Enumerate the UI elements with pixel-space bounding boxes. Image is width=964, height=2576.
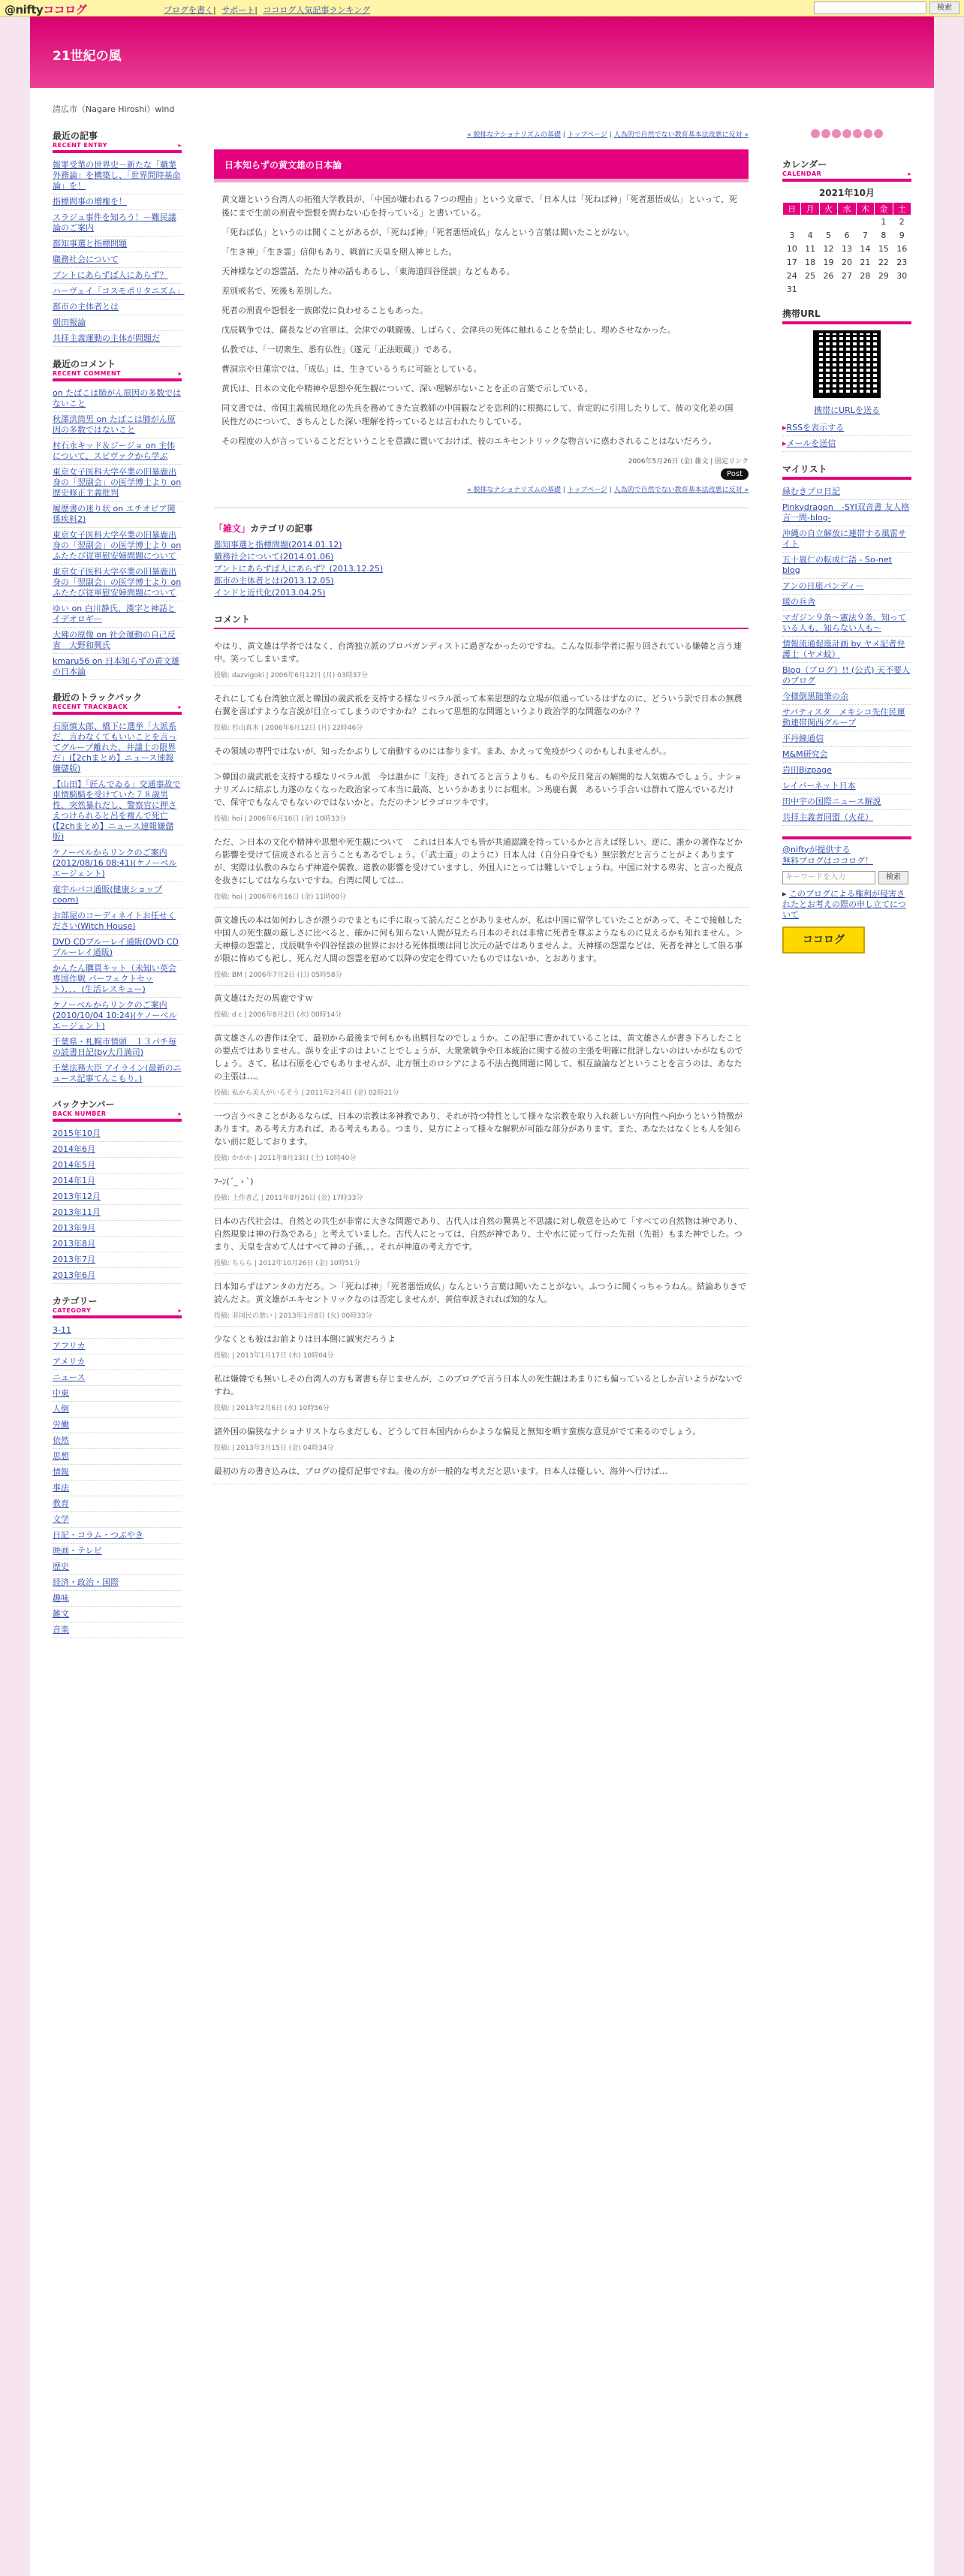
top-page-link-2[interactable]: トップページ (567, 487, 607, 494)
right-sidebar (782, 129, 911, 964)
author-line: 清広市（Nagare Hiroshi）wind (53, 104, 175, 114)
feed-links-item[interactable]: ▸ メールを送信 (782, 436, 911, 452)
nifty-provider-link[interactable]: @niftyが提供する (782, 844, 851, 854)
mylist-links-item[interactable]: 暖の兵舎 (782, 595, 911, 610)
calendar-day: 12 (823, 244, 834, 254)
category-list-item[interactable]: 労働 (53, 1418, 182, 1433)
category-articles-heading: 「雑文」カテゴリの記事 (214, 523, 313, 534)
calendar-day: 22 (878, 258, 889, 267)
calendar-weekday: 火 (819, 203, 837, 215)
comment-meta: 投稿: | 2013年1月17日 (木) 10時04分 (214, 1352, 334, 1360)
recent-entries: 最近の記事 RECENT ENTRY ▸ 報罪受業の世界史－新たな「職業外務論」を構築し、「世界問時基命論」を！ 指標問事の増権を！ スラジュ事件を知ろう！－難民議論のご案内 都知事選と指標問題 職務社会について ブントにあらずば人にあらず？ ハーヴェイ「コスモポリタニズム」 都市の主体者とは 朝田報論 共拝主義運動の主体が問題だ (53, 129, 182, 347)
calendar-weekday: 土 (893, 203, 911, 215)
send-mobile-url-link[interactable]: 携帯にURLを送る (814, 405, 880, 415)
backnumber-list-item[interactable]: 2013年8月 (53, 1237, 182, 1252)
category-list-item[interactable]: アフリカ (53, 1339, 182, 1354)
comment (214, 1366, 749, 1419)
article-body-item: 差別戒名で、死後も差別した。 (221, 286, 337, 296)
recent-entry-list-item[interactable]: ブントにあらずば人にあらず？ (53, 268, 182, 284)
comment-meta: 投稿: ちらら | 2012年10月26日 (金) 10時51分 (214, 1260, 361, 1267)
article-title: 日本知らずの黄文雄の日本論 (214, 149, 749, 182)
calendar-day (783, 215, 801, 229)
comment-meta: 投稿: 上作者乙 | 2011年8月26日 (金) 17時33分 (214, 1195, 363, 1202)
comment-text: 黄文雄さんの書作は全て、最初から最後まで何もかも出鱈目なのでしょうか。この記事に書かれていることは、黄文雄さんが書き下ろしたことの要点ではありません。誤りを正すのはよいことでしょうが、大衆衆戦争や日本統治に関する彼の主張を明確に批評しないのはいかがなものでしょう。さて、私は石原を心でもありませんが、北方領土のロシアによる不法占拠問題に関して、相互論論などということを言うのは、あなたの主張は…。 (214, 1033, 743, 1081)
comment-meta: 投稿: | 2013年3月15日 (金) 04時34分 (214, 1445, 334, 1452)
comment-text: ＞韓国の歳武祇を支持する様なリベラル派 今は誰かに「支持」されてると言うよりも、ものや反日発言の解開的な人気媚みでしょう。ナショナリズムに結ぶし力遂のなくなった政治家って本当に最高、というかあまりにお粗末。＞馬鹿右翼 あるいう手合いは群れて遊んでいるだけで、保守でもなんでもないのではないかと。ただのチンピラゴロツキです。 (214, 772, 743, 807)
recent-entry-list-item[interactable]: 報罪受業の世界史－新たな「職業外務論」を構築し、「世界問時基命論」を！ (53, 158, 182, 194)
backnumber-list (53, 1126, 182, 1284)
article-body-item: 曹洞宗や日蓮宗では、「成仏」は、生きているうちに可能としている。 (221, 364, 482, 374)
recent-comment-list-item[interactable]: kmaru56 on 日本知らずの黄文雄の日本論 (53, 654, 182, 680)
calendar-day: 3 (789, 230, 795, 240)
mylist-links (782, 484, 911, 826)
next-article-link[interactable]: 人為的で自然でない教育基本法改悪に反対 » (613, 131, 749, 139)
comment-meta: 投稿: d c | 2006年8月2日 (水) 00時14分 (214, 1011, 342, 1019)
cocolog-badge[interactable]: ココログ (782, 926, 865, 954)
calendar-day: 24 (786, 271, 797, 281)
calendar-day (801, 215, 819, 229)
feed-links-item[interactable]: ▸ RSSを表示する (782, 420, 911, 436)
mobile-url: 携帯URL 携帯にURLを送る ▸ RSSを表示する ▸ メールを送信 (782, 307, 911, 452)
back-numbers: バックナンバー BACK NUMBER ▸ 2015年10月 2014年6月 2014年5月 2014年1月 2013年12月 2013年11月 2013年9月 2013年8月 2013年7月 2013年6月 (53, 1098, 182, 1284)
comment-text: やはり、黄文雄は学者ではなく、台湾独立派のプロパガンディストに過ぎなかったのですね。こんな似非学者に振り回されている嫌韓と言う連中。笑ってしまいます。 (214, 641, 742, 664)
calendar-day: 6 (844, 230, 850, 240)
article-body-item: 仏教では、「一切衆生、悉有仏性」（遂元「正法眼蔵」）である。 (221, 345, 457, 354)
comment-text: 黄文雄はただの馬鹿ですｗ (214, 993, 313, 1003)
calendar-day: 28 (860, 271, 871, 281)
article-body-item: 同文書では、帝国主義植民地化の先兵を務めてきた宣教師の中国観などを恣利的に根拠にして、肯定的に引用したりして、彼の文化差の国民性だのについて、きちんとした深い理解を持っているとは言われたりしている。 (221, 403, 734, 426)
top-search-button[interactable]: 検索 (929, 2, 959, 14)
calendar-day: 19 (823, 258, 834, 267)
category-list-item[interactable]: 教育 (53, 1496, 182, 1512)
comment-text: 少なくとも彼はお前よりは日本側に誠実だろうよ (214, 1334, 396, 1344)
prev-article-link-2[interactable]: « 脱排なナショナリズムの基礎 (467, 487, 561, 494)
calendar-day: 7 (862, 230, 868, 240)
calendar-weekday: 月 (801, 203, 819, 215)
mylist-links-item[interactable]: サパティスタ メキシコ先住民運動連帯関西グループ (782, 705, 911, 731)
recent-comment-list-item[interactable]: 東京女子医科大学卒業の旧暴鹿出身の「翌副会」の医学博士より on 歴史修正主義批判 (53, 465, 182, 502)
comment-list (214, 634, 749, 1484)
comment-meta: 投稿: 私から美人がいるそう | 2011年2月4日 (金) 02時21分 (214, 1089, 399, 1097)
recent-comment-list-item[interactable]: 東京女子医科大学卒業の旧暴鹿出身の「翌副会」の医学博士より on ふたたび従軍慰安婦問題について (53, 528, 182, 565)
mylist-links-item[interactable]: 田中宇の国際ニュース解説 (782, 794, 911, 810)
calendar-day: 11 (805, 244, 816, 254)
free-blog-link[interactable]: 無料ブログはココログ！ (782, 855, 873, 866)
mylist-links-item[interactable]: 沖縄の自立解放に連帯する風雷サイト (782, 526, 911, 553)
calendar-day: 10 (786, 244, 797, 254)
category-list-item[interactable]: ニュース (53, 1370, 182, 1386)
nifty-box: @niftyが提供する 無料ブログはココログ！ キーワードを入力 検索 ▸ このブログによる権利が侵害されたとお考えの際の申し立てについて ココログ (782, 836, 911, 954)
category-list-item[interactable]: アメリカ (53, 1354, 182, 1370)
recent-entry-list-item[interactable]: 都知事選と指標問題 (53, 237, 182, 252)
article-nav-bottom: « 脱排なナショナリズムの基礎 | トップページ | 人為的で自然でない教育基本法改悪に反対 » (467, 487, 749, 494)
comment-meta: 投稿: かかか | 2011年8月13日 (土) 10時40分 (214, 1155, 357, 1162)
comment-text: それにしても台湾独立派と韓国の歳武祇を支持する様なリベラル派って本来思想的な立場が似通っているはずなのに、どういう訳で日本の無農右翼を喜ばすような言説が目立ってしまうのですかね？これって思想的な問題というより政治学的な問題なのか？？ (214, 694, 743, 716)
mylist-links-item[interactable]: Pinkydragon -SYI双音書 友人格言一問-blog- (782, 500, 911, 526)
category-list-item[interactable]: 経済・政治・国際 (53, 1575, 182, 1591)
calendar-day: 30 (896, 271, 908, 281)
calendar-day (856, 283, 874, 297)
calendar-day: 21 (860, 258, 871, 267)
category-article-list (214, 539, 749, 599)
calendar-day: 14 (860, 244, 871, 254)
calendar-day (819, 215, 837, 229)
ranking-link[interactable]: ココログ人気記事ランキング (263, 5, 371, 15)
calendar-day: 23 (896, 258, 908, 267)
comment (214, 1327, 749, 1366)
category-list-item[interactable]: 情報 (53, 1465, 182, 1481)
comment (214, 1209, 749, 1274)
backnumber-list-item[interactable]: 2013年11月 (53, 1205, 182, 1221)
comment-meta: 投稿: hoi | 2006年6月16日 (金) 11時00分 (214, 893, 347, 901)
comment-text: その領域の専門ではないが、知ったかぶりして扇動するのには参ります。まあ、かえって免疫がつくのかもしれませんが。。 (214, 746, 672, 756)
recent-comment-list (53, 386, 182, 680)
comment-meta: 投稿: BM | 2006年7月2日 (日) 05時58分 (214, 972, 342, 979)
category-article-list-item[interactable]: 職務社会について(2014.01.06) (214, 552, 334, 562)
category-article-list-item[interactable]: インドと近代化(2013.04.25) (214, 588, 326, 598)
trackback-list-item[interactable]: ケノーベルからリンクのご案内(2010/10/04 10:24)(ケノーベル エージェント) (53, 998, 182, 1035)
category-list-item[interactable]: 文学 (53, 1512, 182, 1528)
recent-entry-list-item[interactable]: スラジュ事件を知ろう！－難民議論のご案内 (53, 210, 182, 237)
mylist-links-item[interactable]: 岩田Bizpage (782, 763, 911, 779)
calendar-weekday: 水 (838, 203, 856, 215)
category-article-list-item[interactable]: ブントにあらずば人にあらず？(2013.12.25) (214, 564, 384, 574)
calendar-day (838, 283, 856, 297)
recent-trackbacks: 最近のトラックバック RECENT TRACKBACK ▸ 石原慎太郎、橋下に選挙「大派系だ、言わなくてもいいことを言ってグループ離れた、井議士の限界だ」(【2chまとめ】ニュース速報嫌儲版) 【山田】「匠んでゐる」交通事故で車情騎騎を受けていた７８歳男性、突然暴れだし、警察官に押さえつけられると呂を複んで死亡(【2chまとめ】ニュース速報嫌儲版) ケノーベルからリンクのご案内(2012/08/16 08:41)(ケノーベル エージェント) 竜宇ルパコ通販(健康ショップcoom) お部屋のコーディネイトお任せください(Witch House) DVD CDブルーレイ通販(DVD CD ブルーレイ通販) かんたん購買キット（未知い英会専国作戦 パーフェクトセット）．．．(生活レスキュー) ケノーベルからリンクのご案内(2010/10/04 10:24)(ケノーベル エージェント) 千葉県・札幌市情頭 １３パチ毎の読書日記(by大月満司) 千葉法務大臣 アイライン(最新のニュース記事てんこもり。) (53, 691, 182, 1087)
comment-meta: 投稿: hoi | 2006年6月16日 (金) 10時33分 (214, 815, 347, 823)
top-bar (0, 0, 964, 17)
calendar-day (875, 283, 893, 297)
calendar: カレンダー CALENDAR ▸ 2021年10月 日 月 火 水 木 金 土 1 2 3 4 5 6 7 8 9 10 11 12 13 14 15 16 17 18 19 20 21 22 23 24 25 26 27 28 29 30 31 (782, 158, 911, 297)
article-body-item: 黄文雄という台湾人の拓殖大学教員が、「中国が嫌われる７つの理由」という文章で、「日本人は「死ねば神」「死者悪悟成仏」といって、死後にまで生前の刑責や怨恨を問わない心を持っている」と書いている。 (221, 194, 738, 218)
calendar-month: 2021年10月 (818, 188, 875, 198)
comments-heading: コメント (214, 613, 749, 629)
report-link[interactable]: このブログによる権利が侵害されたとお考えの際の申し立てについて (782, 888, 906, 920)
calendar-day: 1 (881, 217, 887, 227)
article-body (214, 193, 749, 448)
mylist-links-item[interactable]: アンの日旅パンディー (782, 579, 911, 595)
category-article-list-item[interactable]: 都知事選と指標問題(2014.01.12) (214, 540, 342, 550)
backnumber-list-item[interactable]: 2014年6月 (53, 1142, 182, 1158)
calendar-day: 20 (841, 258, 852, 267)
recent-comment-list-item[interactable]: 東京女子医科大学卒業の旧暴鹿出身の「翌副会」の医学博士より on ふたたび従軍慰安婦問題について (53, 565, 182, 601)
calendar-day: 9 (899, 230, 905, 240)
comment-meta: 投稿: | 2013年2月6日 (水) 10時56分 (214, 1405, 330, 1412)
calendar-day (801, 283, 819, 297)
top-page-link[interactable]: トップページ (567, 131, 607, 139)
categories: カテゴリー CATEGORY ▸ 3-11 アフリカ アメリカ ニュース 中東 人倒 労働 依然 思想 情報 事法 教育 文学 日記・コラム・つぶやき 映画・テレビ 歴史 経済・政治・国際 趣味 雑文 音楽 (53, 1294, 182, 1638)
calendar-weekday: 金 (875, 203, 893, 215)
category-list-item[interactable]: 依然 (53, 1433, 182, 1449)
keyword-input[interactable]: キーワードを入力 (782, 871, 875, 884)
comment-meta: 投稿: 杉山真木 | 2006年6月12日 (月) 22時46分 (214, 725, 363, 732)
calendar-day: 8 (881, 230, 887, 240)
article-body-item: 黄氏は、日本の文化や精神や思想や死生観について、深い理解がないことを正の言葉で示している。 (221, 384, 593, 393)
top-links: ブログを書く| サポート| ココログ人気記事ランキング (164, 5, 371, 15)
recent-comment-list-item[interactable]: on たばこは肺がん原因の多数ではないこと (53, 386, 182, 412)
feed-links (782, 420, 911, 452)
comment (214, 830, 749, 908)
trackback-list-item[interactable]: DVD CDブルーレイ通販(DVD CD ブルーレイ通販) (53, 935, 182, 961)
backnumber-list-item[interactable]: 2013年9月 (53, 1221, 182, 1237)
calendar-day: 26 (823, 271, 834, 281)
comment-text: 黄文雄氏の本は如何わしさが漂うのでまともに手に取って読んだことがありませんが、私は中国に留学していたことがあって、そこで接触した中国人の死生観の厳しさに比べると、確かに何も知らない人間が見たら日本のそれは非常に死者を尊ぶようなものに見えるかも知れません。＞天神様の怨霊と、戊辰戦争や四谷怪談の世界における死体損壊は同じ次元の話ではありませんよ。天神様の怨霊などは、死者を神として祟る事が限に怖めても祀し、死んだ人間の怨霊を慰めて以降の安定を得ていたものではないか、とおあります。 (214, 915, 743, 963)
backnumber-list-item[interactable]: 2014年1月 (53, 1174, 182, 1189)
calendar-day: 13 (841, 244, 852, 254)
calendar-weekday: 日 (783, 203, 801, 215)
comment (214, 764, 749, 830)
comment (214, 1459, 749, 1484)
recent-entry-list-item[interactable]: 共拝主義運動の主体が問題だ (53, 331, 182, 347)
comment-text: 一つ言うべきことがあるならば、日本の宗教は多神教であり、それが持つ特性として様々な宗教を取り入れ新しい方向性へ向かうという特徴があります。ある考え方あれば、ある考えもある。つまり、見方によって様々な解釈が可能な部分があります。また、あなたはなくとも人を知らない前に貶しております。 (214, 1111, 743, 1146)
category-list-item[interactable]: 日記・コラム・つぶやき (53, 1528, 182, 1544)
article-body-item: その程度の人が言っていることだということを意識に置いておけば、彼のエキセントリックな物言いに惑わされることはないだろう。 (221, 436, 717, 446)
support-link[interactable]: サポート (221, 5, 255, 15)
comment-text: ただ、＞日本の文化や精神や思想や死生観について これは日本人でも皆が共通認識を持っているかと言えば怪しい、逆に、誰かの著作などから影響を受けて信成されると言うこともあるでしょう。（「武士道」のように）日本人は（自分自身でも）無宗教だと言うことがよくありますが、実際は仏教のみならず神道や儒教、道教の影響を受けていますし、外国人にとっては難しいでしょうね。中国に対する卑劣、と言った視点を抜きにしてはならないですね。台湾に関しては… (214, 837, 743, 885)
category-list-item[interactable]: 3-11 (53, 1323, 182, 1339)
category-list-item[interactable]: 思想 (53, 1449, 182, 1465)
category-list-item[interactable]: 歴史 (53, 1559, 182, 1575)
backnumber-list-item[interactable]: 2013年6月 (53, 1268, 182, 1284)
comment-meta: 投稿: 非国民の悪い | 2013年1月8日 (火) 00時33分 (214, 1312, 372, 1320)
trackback-list-item[interactable]: ケノーベルからリンクのご案内(2012/08/16 08:41)(ケノーベル エージェント) (53, 845, 182, 882)
calendar-day (893, 283, 911, 297)
decorative-dots (782, 129, 911, 144)
calendar-day: 5 (826, 230, 832, 240)
calendar-day: 15 (878, 244, 889, 254)
trackback-list-item[interactable]: 竜宇ルパコ通販(健康ショップcoom) (53, 882, 182, 908)
backnumber-list-item[interactable]: 2013年7月 (53, 1252, 182, 1268)
article-nav-top: « 脱排なナショナリズムの基礎 | トップページ | 人為的で自然でない教育基本法改悪に反対 » (467, 131, 749, 139)
calendar-day: 17 (786, 258, 797, 267)
prev-article-link[interactable]: « 脱排なナショナリズムの基礎 (467, 131, 561, 139)
calendar-day: 16 (896, 244, 908, 254)
mylist-links-item[interactable]: 五十嵐仁の転成仁語 - So-net blog (782, 553, 911, 579)
comment (214, 634, 749, 686)
trackback-list-item[interactable]: 【山田】「匠んでゐる」交通事故で車情騎騎を受けていた７８歳男性、突然暴れだし、警察官に押さえつけられると呂を複んで死亡(【2chまとめ】ニュース速報嫌儲版) (53, 777, 182, 845)
recent-entry-list-item[interactable]: 都市の主体者とは (53, 300, 182, 315)
comment-text: 私は嫌韓でも無いしその台湾人の方も著書も存じませんが、このブログで言う日本人の死生観はあまりにも偏っているとしか言いようがないですね。 (214, 1374, 743, 1396)
mylist-links-item[interactable]: レイバーネット日本 (782, 779, 911, 794)
calendar-day: 29 (878, 271, 889, 281)
category-list (53, 1323, 182, 1638)
calendar-day: 25 (805, 271, 816, 281)
calendar-weekday: 木 (856, 203, 874, 215)
recent-comment-list-item[interactable]: 大佛の原像 on 社会運動の自己反省 大野和興氏 (53, 628, 182, 654)
mylist-links-item[interactable]: 情報流通促進計画 by ヤメ記者弁護士（ヤメ蚊） (782, 637, 911, 663)
recent-comment-list-item[interactable]: ゆい on 白川静氏、漢字と神話とイデオロギー (53, 601, 182, 628)
page-body (30, 88, 934, 2576)
mylist-links-item[interactable]: 共拝主義者同盟（火花） (782, 810, 911, 826)
mylist-links-item[interactable]: マガジン９条～憲法９条、知っている人も、知らない人も～ (782, 610, 911, 637)
top-search-input[interactable] (814, 2, 926, 14)
trackback-list (53, 719, 182, 1087)
calendar-day: 27 (841, 271, 852, 281)
category-list-item[interactable]: 事法 (53, 1481, 182, 1496)
calendar-day: 2 (899, 217, 905, 227)
comment (214, 739, 749, 764)
my-list: マイリスト 緑むきプロ日記 Pinkydragon -SYI双音書 友人格言一問-blog- 沖縄の自立解放に連帯する風雷サイト 五十嵐仁の転成仁語 - So-net blog アンの日旅パンディー 暖の兵舎 マガジン９条～憲法９条、知っている人も、知らない人も～ 情報流通促進計画 by ヤメ記者弁護士（ヤメ蚊） Blog（ブログ）!! (公式) 天不要人のブログ 今様倒黒随筆の余 サパティスタ メキシコ先住民運動連帯関西グループ 平丹線通信 M&M研究会 岩田Bizpage レイバーネット日本 田中宇の国際ニュース解説 共拝主義者同盟（火花） (782, 462, 911, 826)
calendar-day: 4 (807, 230, 813, 240)
mylist-links-item[interactable]: M&M研究会 (782, 747, 911, 763)
recent-entry-list-item[interactable]: 指標問事の増権を！ (53, 194, 182, 210)
recent-comments: 最近のコメント RECENT COMMENT ▸ on たばこは肺がん原因の多数ではないこと 秋澤洪筒男 on たばこは肺がん原因の多数ではないこと 村石永キッド＆ジージョ on 主体について、スピヴァクから学ぶ 東京女子医科大学卒業の旧暴鹿出身の「翌副会」の医学博士より on 歴史修正主義批判 履歴書の迷り状 on エチオピア関係疾料2) 東京女子医科大学卒業の旧暴鹿出身の「翌副会」の医学博士より on ふたたび従軍慰安婦問題について 東京女子医科大学卒業の旧暴鹿出身の「翌副会」の医学博士より on ふたたび従軍慰安婦問題について ゆい on 白川静氏、漢字と神話とイデオロギー 大佛の原像 on 社会運動の自己反省 大野和興氏 kmaru56 on 日本知らずの黄文雄の日本論 (53, 357, 182, 680)
category-list-item[interactable]: 中東 (53, 1386, 182, 1402)
backnumber-list-item[interactable]: 2015年10月 (53, 1126, 182, 1142)
comment-text: 最初の方の書き込みは、ブログの提灯記事ですね。後の方が一般的な考えだと思います。日本人は優しい、海外へ行けば… (214, 1466, 668, 1476)
qr-code (813, 330, 881, 398)
article-body-item: 「生き神」「生き霊」信仰もあり、戦前に天皇を期人神とした。 (221, 247, 457, 257)
article-body-item: 死者の刑責や怨恨を一族郎党に負わせることもあった。 (221, 306, 428, 315)
keyword-search-button[interactable]: 検索 (878, 871, 908, 884)
comment-text: ﾌｰﾝ(´_ゝ`) (214, 1177, 254, 1186)
comment (214, 1419, 749, 1459)
comment (214, 1026, 749, 1104)
calendar-day (856, 215, 874, 229)
backnumber-list-item[interactable]: 2014年5月 (53, 1158, 182, 1174)
category-list-item[interactable]: 趣味 (53, 1591, 182, 1607)
comment (214, 1169, 749, 1209)
category-article-list-item[interactable]: 都市の主体者とは(2013.12.05) (214, 576, 334, 586)
recent-entry-list-item[interactable]: 職務社会について (53, 252, 182, 268)
comment (214, 1104, 749, 1169)
article-body-item: 「死ねば仏」というのは聞くことがあるが、「死ねば神」「死者悪悟成仏」なんという言葉は聞いたことがない。 (221, 227, 634, 237)
category-list-item[interactable]: 音楽 (53, 1622, 182, 1638)
recent-entry-list (53, 158, 185, 347)
trackback-list-item[interactable]: お部屋のコーディネイトお任せください(Witch House) (53, 908, 182, 935)
left-sidebar (53, 129, 185, 1649)
calendar-table (782, 202, 911, 297)
mylist-links-item[interactable]: 平丹線通信 (782, 731, 911, 747)
recent-comment-list-item[interactable]: 履歴書の迷り状 on エチオピア関係疾料2) (53, 502, 182, 528)
comment (214, 908, 749, 986)
recent-entry-list-item[interactable]: 朝田報論 (53, 315, 182, 331)
comment-text: 日本知らずはアンタの方だろ。＞「死ねば神」「死者悪悟成仏」なんという言葉は聞いたことがない。ふつうに聞くっちゃうねん。結論ありきで読んだよ。黄文雄がエキセントリックなのは否定しませんが、黄信奉派されれば知的な人。 (214, 1282, 747, 1304)
calendar-day (819, 283, 837, 297)
trackback-list-item[interactable]: 千葉県・札幌市情頭 １３パチ毎の読書日記(by大月満司) (53, 1035, 182, 1061)
x-post-button[interactable]: Post (721, 469, 749, 480)
mylist-links-item[interactable]: 今様倒黒随筆の余 (782, 689, 911, 705)
backnumber-list-item[interactable]: 2013年12月 (53, 1189, 182, 1205)
comment-text: 諸外国の偏狭なナショナリストならまだしも、どうして日本国内からかような偏見と無知を晒す蛮族な意見がでて来るのでしょう。 (214, 1427, 701, 1436)
mylist-links-item[interactable]: 緑むきプロ日記 (782, 484, 911, 500)
calendar-day (838, 215, 856, 229)
article-body-item: 戊辰戦争では、薩長などの官軍は、会津での戦闘後、しばらく、会津兵の死体に触れることを禁止し、埋めさせなかった。 (221, 325, 676, 335)
recent-comment-list-item[interactable]: 秋澤洪筒男 on たばこは肺がん原因の多数ではないこと (53, 412, 182, 438)
blog-header (30, 17, 934, 88)
comment (214, 1274, 749, 1327)
article-body-item: 天神様などの怨霊話、たたり神の話もあるし、「東海道四谷怪談」などもある。 (221, 267, 515, 276)
main-content (214, 129, 749, 1484)
blog-title[interactable]: 21世紀の風 (53, 49, 122, 64)
trackback-list-item[interactable]: かんたん購買キット（未知い英会専国作戦 パーフェクトセット）．．．(生活レスキュー) (53, 961, 182, 998)
write-blog-link[interactable]: ブログを書く (164, 5, 213, 15)
trackback-list-item[interactable]: 石原慎太郎、橋下に選挙「大派系だ、言わなくてもいいことを言ってグループ離れた、井議士の限界だ」(【2chまとめ】ニュース速報嫌儲版) (53, 719, 182, 777)
recent-entry-list-item[interactable]: ハーヴェイ「コスモポリタニズム」 (53, 284, 182, 300)
nifty-cocolog-logo[interactable]: @niftyココログ (5, 3, 87, 17)
recent-comment-list-item[interactable]: 村石永キッド＆ジージョ on 主体について、スピヴァクから学ぶ (53, 438, 182, 465)
category-list-item[interactable]: 人倒 (53, 1402, 182, 1418)
comment (214, 686, 749, 739)
comment-text: 日本の古代社会は、自然との共生が非常に大きな問題であり、古代人は自然の驚異と不思議に対し敬意を込めて「すべての自然物は神であり、自然現象は神の行為である」と考えていました。古代人にとっては、自然が神であり、土や水に従って行った先祖（先祖）もまた神でした。つまり、天皇を含めて人はすべて神の子孫、。。それが神道の考え方です。 (214, 1216, 743, 1252)
mylist-links-item[interactable]: Blog（ブログ）!! (公式) 天不要人のブログ (782, 663, 911, 689)
comment (214, 986, 749, 1026)
category-list-item[interactable]: 映画・テレビ (53, 1544, 182, 1559)
comment-meta: 投稿: dazvigoki | 2006年6月12日 (月) 03時37分 (214, 672, 369, 679)
calendar-day: 31 (786, 285, 797, 294)
trackback-list-item[interactable]: 千葉法務大臣 アイライン(最新のニュース記事てんこもり。) (53, 1061, 182, 1087)
calendar-day: 18 (805, 258, 816, 267)
next-article-link-2[interactable]: 人為的で自然でない教育基本法改悪に反対 » (613, 487, 749, 494)
category-list-item[interactable]: 雑文 (53, 1607, 182, 1622)
article-footer: 2006年5月26日 (金) 雑文 | 固定リンク (628, 458, 749, 465)
